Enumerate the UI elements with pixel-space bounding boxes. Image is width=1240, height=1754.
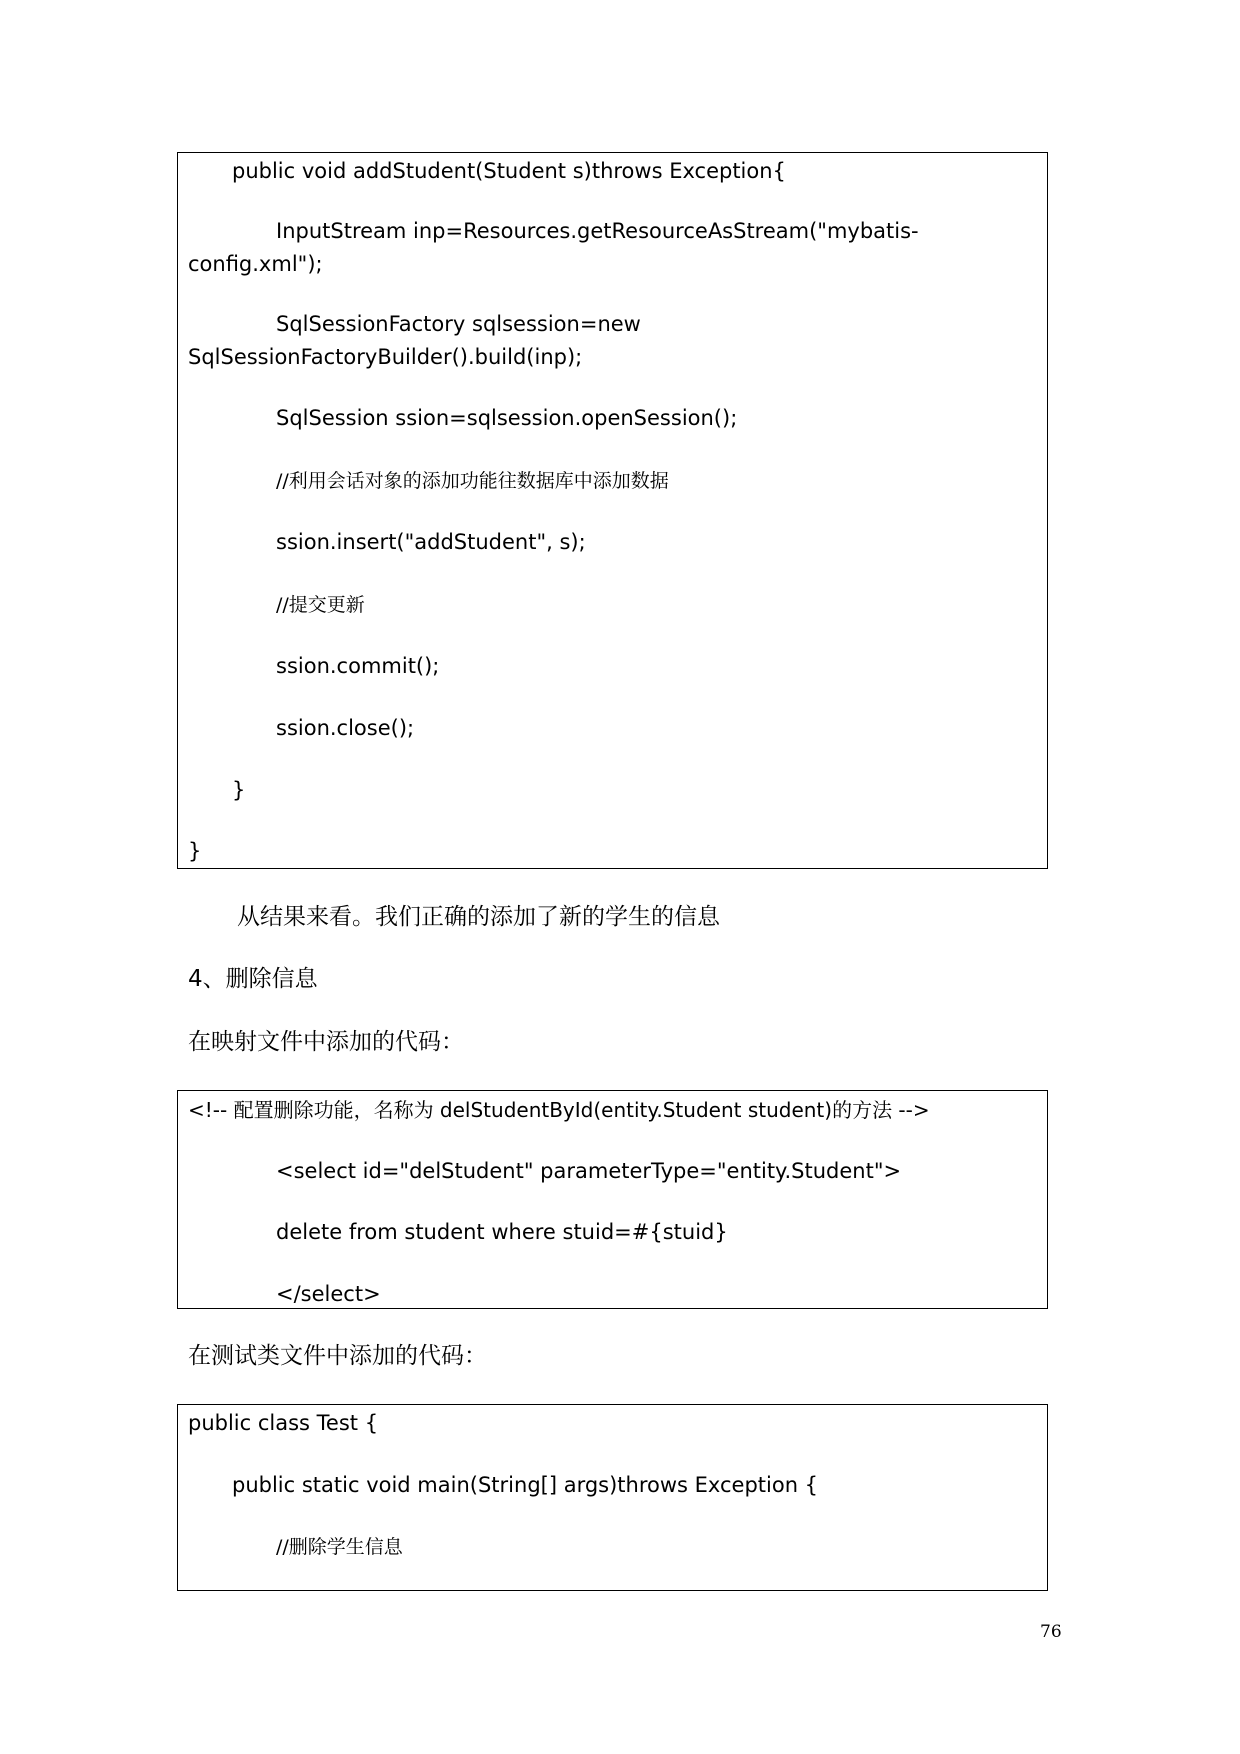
mapping-intro-paragraph: 在映射文件中添加的代码：: [188, 1029, 464, 1055]
page-number: 76: [1040, 1622, 1062, 1642]
code-line: SqlSessionFactory sqlsession=new: [276, 312, 641, 336]
code-line: ssion.close();: [276, 716, 415, 740]
code-line: delete from student where stuid=#{stuid}: [276, 1220, 728, 1244]
section-heading-delete: 4、删除信息: [188, 966, 318, 992]
code-block-delete-mapping: [177, 1090, 1048, 1309]
code-comment: //提交更新: [276, 594, 365, 616]
code-comment: //删除学生信息: [276, 1536, 403, 1558]
code-comment: //利用会话对象的添加功能往数据库中添加数据: [276, 470, 669, 492]
code-block-test-class: [177, 1404, 1048, 1591]
code-line: public void addStudent(Student s)throws Exception{: [232, 159, 786, 183]
result-paragraph: 从结果来看。我们正确的添加了新的学生的信息: [237, 904, 720, 930]
code-line: </select>: [276, 1282, 381, 1306]
code-line: <select id="delStudent" parameterType="entity.Student">: [276, 1159, 902, 1183]
code-line: InputStream inp=Resources.getResourceAsStream("mybatis-: [276, 219, 919, 243]
code-line: public static void main(String[] args)throws Exception {: [232, 1473, 819, 1497]
code-line: public class Test {: [188, 1411, 379, 1435]
code-closing-brace: }: [188, 839, 202, 863]
code-block-add-student: [177, 152, 1048, 869]
code-closing-brace: }: [232, 778, 246, 802]
code-comment: <!-- 配置删除功能，名称为 delStudentById(entity.Student student)的方法 -->: [188, 1098, 930, 1122]
code-line: ssion.insert("addStudent", s);: [276, 530, 586, 554]
code-line: SqlSession ssion=sqlsession.openSession();: [276, 406, 738, 430]
code-line: ssion.commit();: [276, 654, 440, 678]
code-line: config.xml");: [188, 252, 323, 276]
code-line: SqlSessionFactoryBuilder().build(inp);: [188, 345, 583, 369]
test-intro-paragraph: 在测试类文件中添加的代码：: [188, 1343, 487, 1369]
